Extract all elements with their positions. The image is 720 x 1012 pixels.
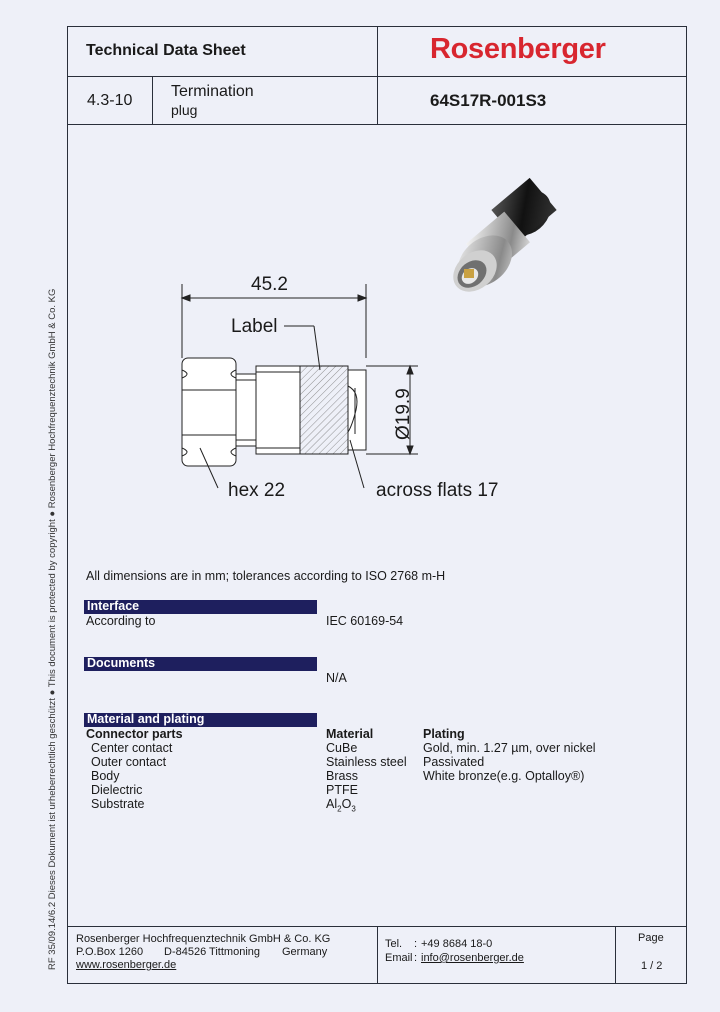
footer-website-link[interactable]: www.rosenberger.de <box>76 959 177 971</box>
part-substrate: Substrate <box>91 797 145 811</box>
material-heading: Material and plating <box>87 712 205 726</box>
length-dimension: 45.2 <box>251 274 288 295</box>
footer-vdivider-2 <box>615 926 616 984</box>
flats-callout: across flats 17 <box>376 480 499 501</box>
part-body: Body <box>91 769 120 783</box>
footer-tel-sep: : <box>414 938 418 950</box>
col-connector-parts: Connector parts <box>86 727 183 741</box>
header-vdivider <box>377 26 378 125</box>
footer-email-label: Email <box>385 952 413 964</box>
part-dielectric: Dielectric <box>91 783 143 797</box>
footer-zip-city: D-84526 Tittmoning <box>164 946 260 958</box>
documents-heading-bar <box>84 657 317 671</box>
footer-pobox: P.O.Box 1260 <box>76 946 144 958</box>
plating-outer-contact: Passivated <box>423 755 485 769</box>
material-center-contact: CuBe <box>326 741 358 755</box>
col-plating: Plating <box>423 727 465 741</box>
part-outer-contact: Outer contact <box>91 755 167 769</box>
footer-vdivider-1 <box>377 926 378 984</box>
plating-center-contact: Gold, min. 1.27 µm, over nickel <box>423 741 596 755</box>
header-vdivider-2 <box>152 76 153 124</box>
plating-body: White bronze(e.g. Optalloy®) <box>423 769 585 783</box>
material-body: Brass <box>326 769 358 783</box>
label-callout: Label <box>231 316 278 337</box>
diameter-dimension: Ø19.9 <box>393 388 414 440</box>
footer-tel-value: +49 8684 18-0 <box>421 938 493 950</box>
material-heading-bar <box>84 713 317 727</box>
documents-heading: Documents <box>87 656 156 670</box>
footer-email-link[interactable]: info@rosenberger.de <box>421 952 524 964</box>
product-type: Termination <box>171 83 254 100</box>
interface-value: IEC 60169-54 <box>326 614 404 628</box>
interface-code: 4.3-10 <box>87 92 133 109</box>
material-dielectric: PTFE <box>326 783 358 797</box>
material-substrate: $Al_2O_3$ <box>326 797 356 814</box>
part-center-contact: Center contact <box>91 741 173 755</box>
footer-tel-label: Tel. <box>385 938 403 950</box>
product-subtype: plug <box>171 102 198 118</box>
col-material: Material <box>326 727 374 741</box>
brand-logo: Rosenberger <box>430 33 606 65</box>
interface-label: According to <box>86 614 156 628</box>
footer-page-label: Page <box>638 932 664 944</box>
tolerance-note: All dimensions are in mm; tolerances according to ISO 2768 m-H <box>86 569 446 583</box>
hex-callout: hex 22 <box>228 480 286 501</box>
part-number: 64S17R-001S3 <box>430 91 547 110</box>
footer-company: Rosenberger Hochfrequenztechnik GmbH & Co. KG <box>76 933 331 945</box>
documents-value: N/A <box>326 671 347 685</box>
copyright-side-text: RF 35/09.14/6.2 Dieses Dokument ist urheberrechtlich geschützt ● This document is protected by copyright ● Rosenberger Hochfrequenztechnik GmbH & Co. KG <box>47 288 58 970</box>
doc-title: Technical Data Sheet <box>86 42 246 59</box>
technical-drawing <box>170 270 500 510</box>
interface-heading-bar <box>84 600 317 614</box>
footer-page-value: 1 / 2 <box>641 960 663 972</box>
interface-heading: Interface <box>87 599 140 613</box>
material-outer-contact: Stainless steel <box>326 755 407 769</box>
footer-email-sep: : <box>414 952 418 964</box>
footer-country: Germany <box>282 946 328 958</box>
